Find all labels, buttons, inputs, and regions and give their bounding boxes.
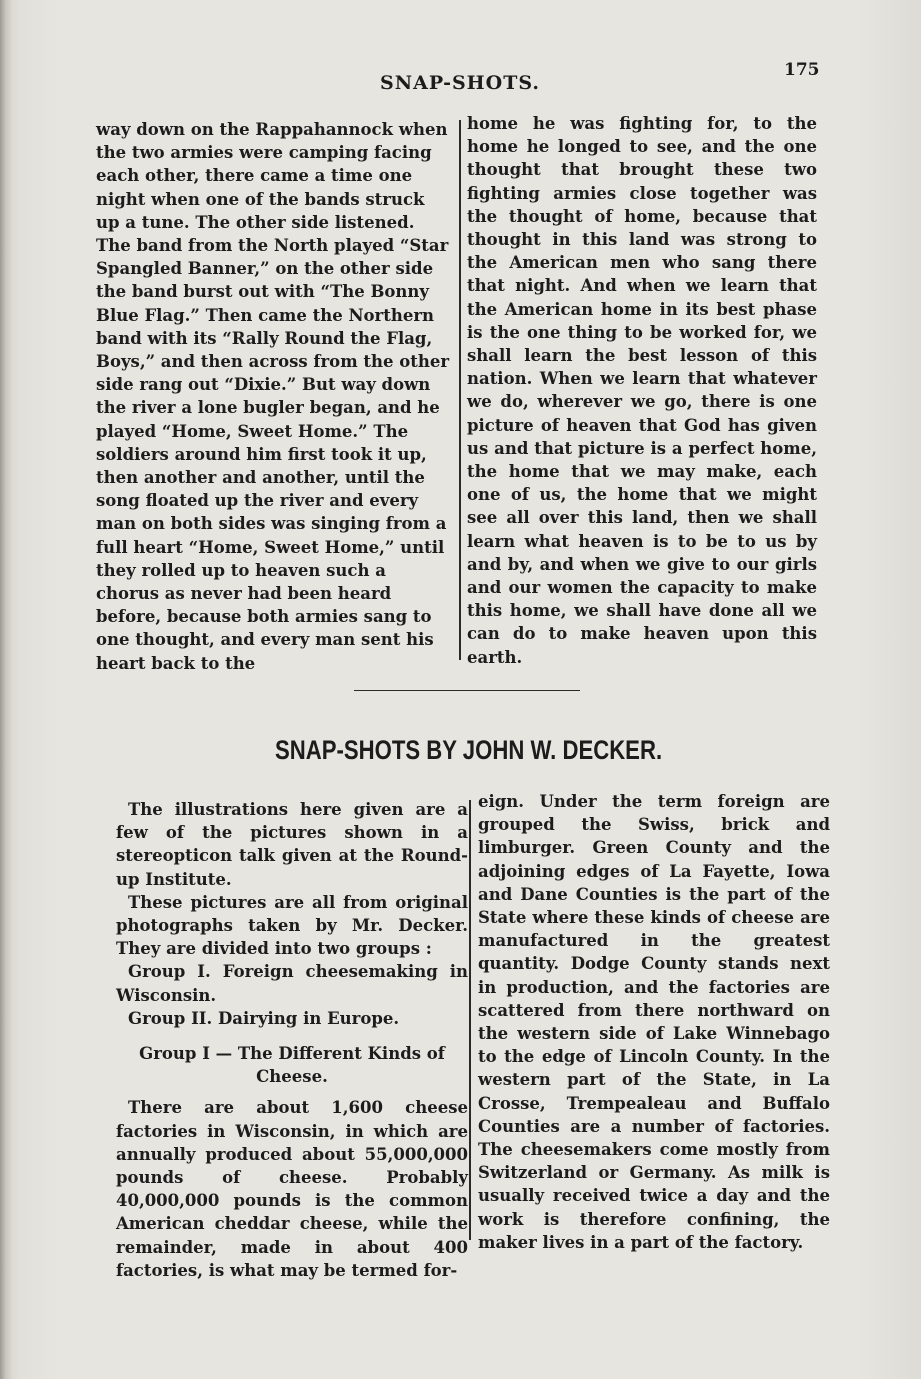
top-left-paragraph: way down on the Rappahannock when the two armies were camping facing each other, there came a time one night when one of the bands struck up a tune. The other side listened. The band from the North played “Star Spangled Banner,” on the other side the band burst out with “The Bonny Blue Flag.” Then came the Northern band with its “Rally Round the Flag, Boys,” and then across from the other side rang out “Dixie.” But way down the river a lone bugler began, and he played “Home, Sweet Home.” The soldiers around him first took it up, then another and another, until the song floated up the river and every man on both sides was singing from a full heart “Home, Sweet Home,” until they rolled up to heaven such a chorus as never had been heard before, because both armies sang to one thought, and every man sent his heart back to the (96, 120, 450, 673)
group-two-line: Group II. Dairying in Europe. (128, 1008, 400, 1028)
page-number: 175 (784, 60, 820, 80)
article-title: SNAP-SHOTS BY JOHN W. DECKER. (275, 735, 663, 765)
running-head: SNAP-SHOTS. (380, 72, 540, 94)
body-left-paragraph: There are about 1,600 cheese factories in Wisconsin, in which are annually produced about 55,000,000 pounds of cheese. Probably 40,000,000 pounds is the common American cheddar cheese, while the remainder, made in about 400 factories, is what may be termed for- (116, 1098, 468, 1280)
section-divider (354, 690, 580, 691)
group-one-line: Group I. Foreign cheesemaking in Wisconsin. (116, 962, 468, 1005)
source-paragraph: These pictures are all from original photographs taken by Mr. Decker. They are divided into two groups : (116, 892, 468, 959)
body-right-paragraph: eign. Under the term foreign are grouped the Swiss, brick and limburger. Green County and the adjoining edges of La Fayette, Iowa and Dane Counties is the part of the State where these kinds of cheese are manufactured in the greatest quantity. Dodge County stands next in production, and the factories are scattered from there northward on the western side of Lake Winnebago to the edge of Lincoln County. In the western part of the State, in La Crosse, Trempealeau and Buffalo Counties are a number of factories. The cheesemakers come mostly from Switzerland or Germany. As milk is usually received twice a day and the work is therefore confining, the maker lives in a part of the factory. (478, 792, 830, 1252)
top-left-column (96, 118, 452, 675)
page-binding-edge (0, 0, 12, 1379)
bottom-column-rule (469, 800, 471, 1240)
top-right-column (467, 112, 817, 669)
top-right-paragraph: home he was fighting for, to the home he longed to see, and the one thought that brought these two fighting armies close together was the thought of home, because that thought in this land was strong to the American men who sang there that night. And when we learn that the American home in its best phase is the one thing to be worked for, we shall learn the best lesson of this nation. When we learn that whatever we do, wherever we go, there is one picture of heaven that God has given us and that picture is a perfect home, the home that we may make, each one of us, the home that we might see all over this land, then we shall learn what heaven is to be to us by and by, and when we give to our girls and our women the capacity to make this home, we shall have done all we can do to make heaven upon this earth. (467, 114, 817, 667)
bottom-right-column (478, 790, 830, 1254)
intro-paragraph: The illustrations here given are a few of the pictures shown in a stereopticon talk given at the Round-up Institute. (116, 800, 468, 889)
bottom-left-column (116, 798, 468, 1282)
top-column-rule (459, 120, 461, 660)
subheading: Group I — The Different Kinds of Cheese. (139, 1044, 445, 1087)
